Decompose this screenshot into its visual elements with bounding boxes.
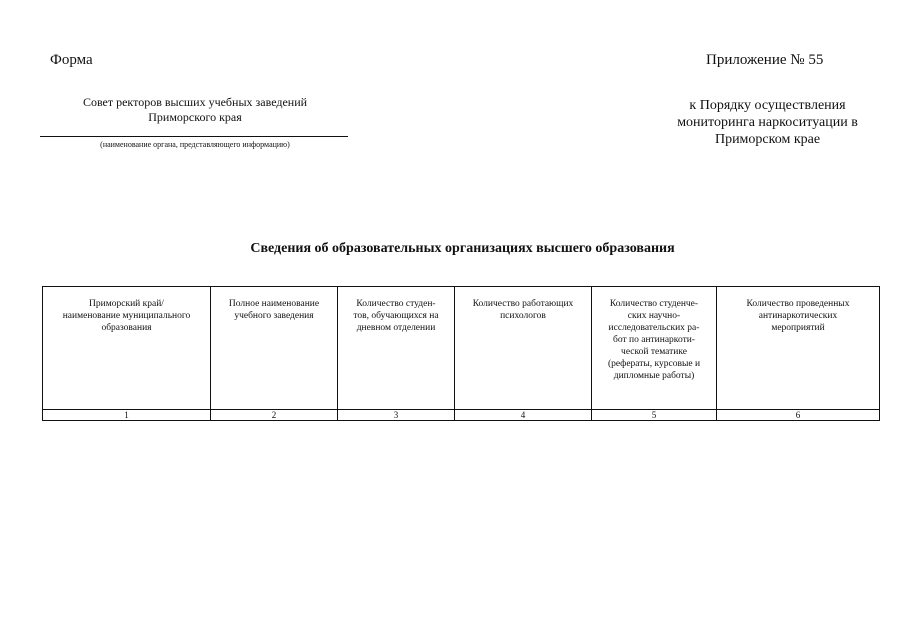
organization-caption: (наименование органа, представляющего информацию) [100,140,290,149]
header-text-line: ческой тематике [621,347,687,357]
header-text-line: Количество студен- [356,299,436,309]
header-text-line: наименование муниципального [62,311,191,321]
organizations-table [42,286,880,421]
document-title: Сведения об образовательных организациях высшего образования [250,241,675,256]
header-text-line: (рефераты, курсовые и [607,359,701,369]
column-header-institution-name [211,287,338,410]
column-number-cell: 2 [211,410,338,421]
column-number-cell: 6 [717,410,880,421]
order-reference-line-2: мониторинга наркоситуации в [677,115,858,130]
organization-name [40,95,350,125]
order-reference-line-1: к Порядку осуществления [689,98,846,113]
header-text-line: бот по антинаркоти- [613,335,695,345]
column-header-full-time-students [338,287,455,410]
appendix-label: Приложение № 55 [706,52,824,68]
header-text-line: мероприятий [771,323,825,333]
header-text-line: Количество работающих [472,299,574,309]
column-number-cell: 4 [455,410,592,421]
column-header-psychologists [455,287,592,410]
table-header-row [43,287,880,410]
header-text-line: тов, обучающихся на [353,311,439,321]
organization-line-2: Приморского края [148,110,242,124]
column-number-cell: 5 [592,410,717,421]
order-reference [650,97,885,148]
column-number-cell: 3 [338,410,455,421]
header-text-line: Количество проведенных [746,299,850,309]
column-header-municipality [43,287,211,410]
organization-line-1: Совет ректоров высших учебных заведений [82,95,308,109]
column-number-cell: 1 [43,410,211,421]
header-text-line: Полное наименование [228,299,320,309]
header-text-line: дневном отделении [356,323,436,333]
header-text-line: Приморский край/ [89,299,164,309]
organization-underline [40,136,348,137]
column-header-events [717,287,880,410]
order-reference-line-3: Приморском крае [714,132,821,147]
form-label: Форма [50,52,93,68]
header-text-line: Количество студенче- [609,299,699,309]
header-text-line: антинаркотических [758,311,838,321]
header-text-line: исследовательских ра- [608,323,700,333]
header-text-line: дипломные работы) [613,371,695,381]
column-header-research-works [592,287,717,410]
header-text-line: образования [101,323,152,333]
header-text-line: психологов [500,311,546,321]
column-number-row [43,410,880,421]
header-text-line: учебного заведения [234,311,314,321]
header-text-line: ских научно- [627,311,681,321]
